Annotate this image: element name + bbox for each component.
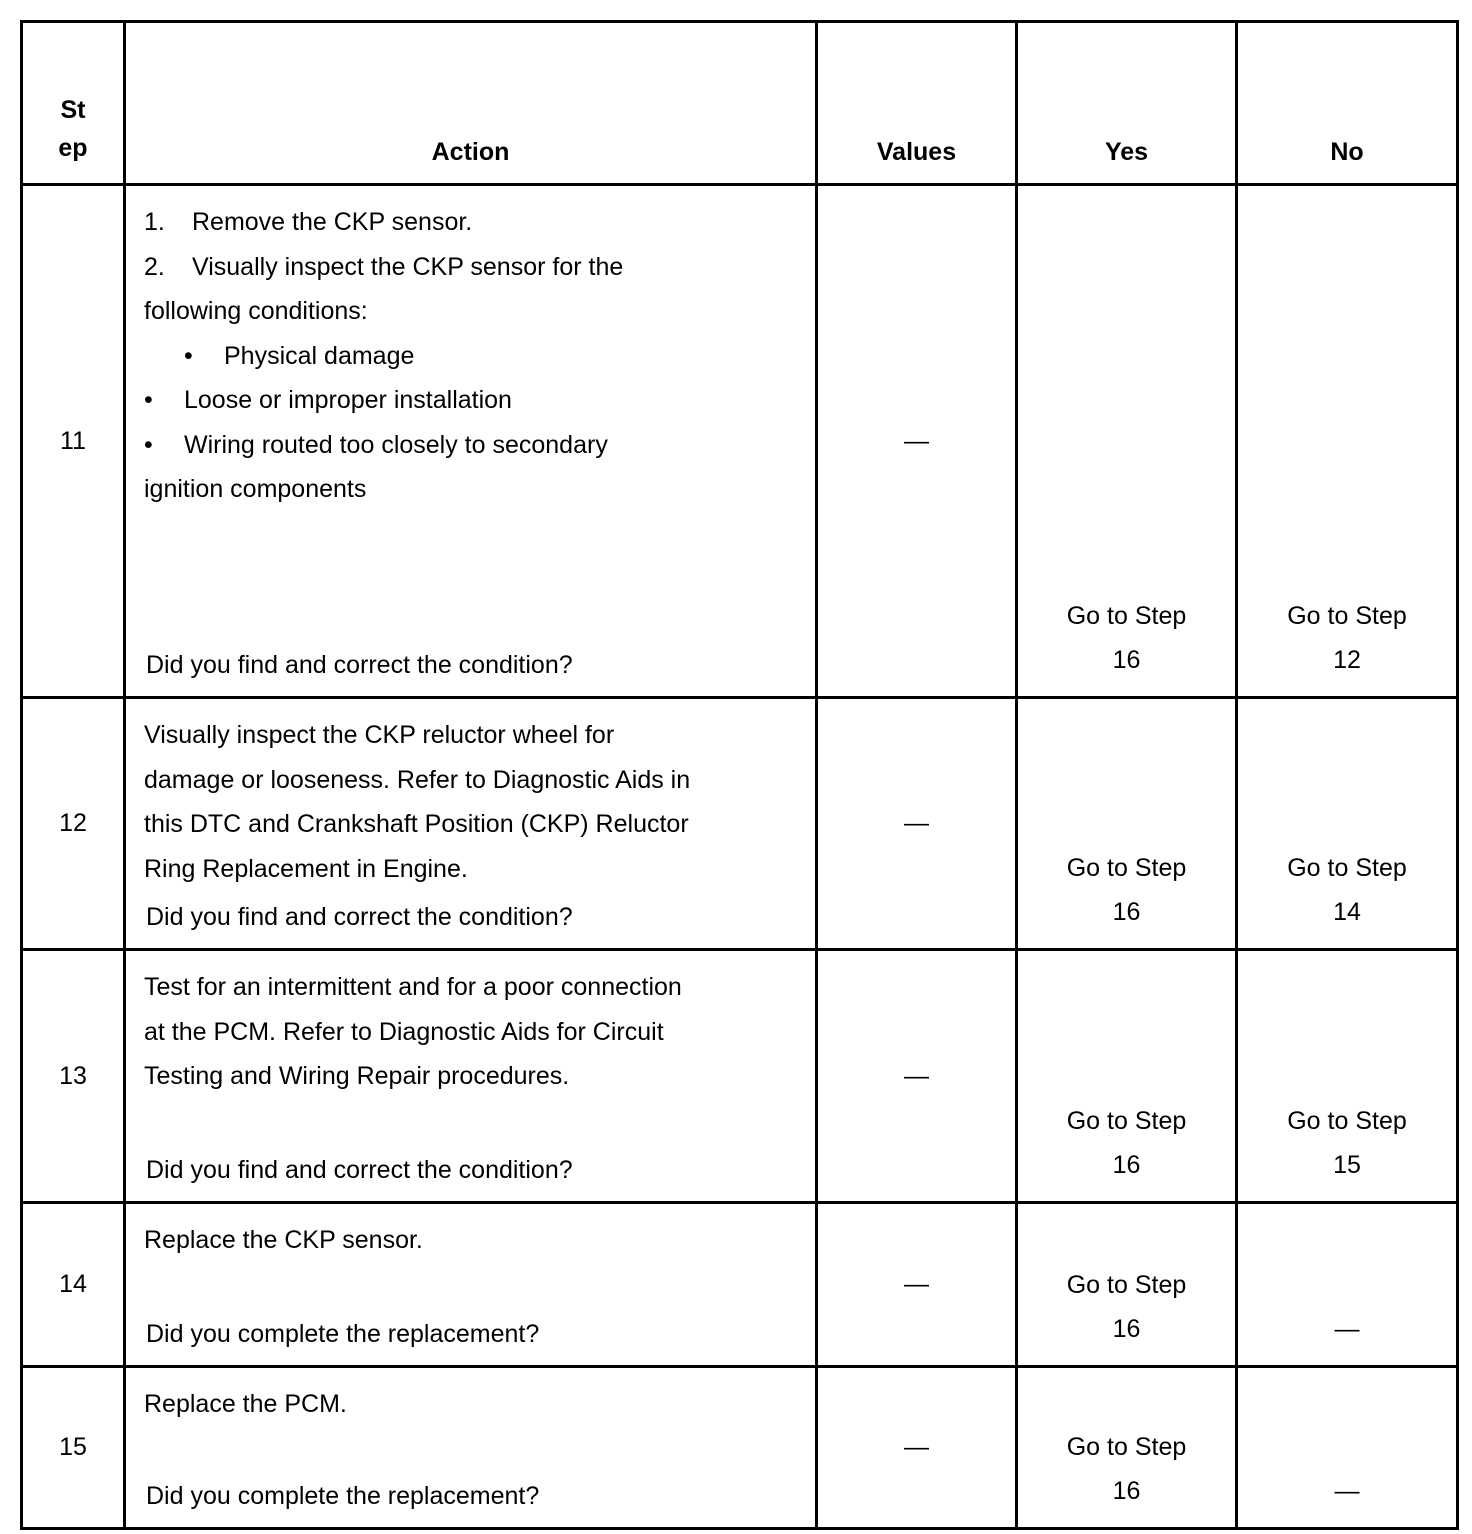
yes-cell — [1017, 1367, 1237, 1529]
no-cell — [1237, 950, 1458, 1203]
yes-cell-line: Go to Step — [1066, 1107, 1187, 1135]
action-cell — [125, 1203, 817, 1367]
action-text: Visually inspect the CKP reluctor wheel for — [144, 721, 615, 749]
bullet-icon: • — [144, 386, 153, 414]
action-text: Testing and Wiring Repair procedures. — [144, 1062, 570, 1090]
no-cell-line: 12 — [1333, 646, 1361, 674]
no-cell-line: Go to Step — [1287, 854, 1407, 882]
step-number: 13 — [59, 1061, 87, 1090]
values-text: — — [904, 809, 929, 837]
action-text: Loose or improper installation — [184, 386, 512, 414]
table-row — [22, 1367, 1458, 1529]
table-row — [22, 950, 1458, 1203]
action-question: Did you find and correct the condition? — [146, 651, 573, 679]
step-cell — [22, 698, 125, 950]
no-cell-line: Go to Step — [1287, 602, 1407, 630]
header-action: Action — [125, 22, 817, 185]
yes-cell — [1017, 698, 1237, 950]
step-cell — [22, 950, 125, 1203]
no-cell-line: Go to Step — [1287, 1107, 1407, 1135]
action-cell — [125, 950, 817, 1203]
yes-cell — [1017, 950, 1237, 1203]
yes-cell — [1017, 185, 1237, 698]
action-text: Remove the CKP sensor. — [192, 208, 473, 236]
diagnostic-table — [20, 20, 1459, 1530]
no-cell — [1237, 1203, 1458, 1367]
action-line — [144, 1010, 799, 1055]
action-cell — [125, 698, 817, 950]
action-line — [144, 758, 799, 803]
action-cell — [125, 1367, 817, 1529]
no-cell-line: — — [1334, 1315, 1360, 1343]
action-text: Test for an intermittent and for a poor connection — [144, 973, 682, 1001]
no-cell — [1237, 1367, 1458, 1529]
action-text: Replace the PCM. — [144, 1390, 347, 1418]
values-cell — [817, 698, 1017, 950]
bullet-icon: • — [184, 341, 193, 370]
list-number: 1. — [144, 208, 165, 236]
action-text: at the PCM. Refer to Diagnostic Aids for Circuit — [144, 1017, 664, 1046]
action-line — [144, 1382, 799, 1427]
no-cell — [1237, 185, 1458, 698]
values-cell — [817, 1367, 1017, 1529]
step-cell — [22, 185, 125, 698]
action-line — [144, 289, 799, 334]
values-text: — — [904, 426, 929, 455]
table-body — [22, 185, 1458, 1529]
yes-cell-line: Go to Step — [1066, 1271, 1187, 1299]
step-cell — [22, 1367, 125, 1529]
header-step — [22, 22, 125, 185]
action-text: Physical damage — [224, 341, 415, 370]
table-row — [22, 698, 1458, 950]
values-cell — [817, 950, 1017, 1203]
step-number: 12 — [59, 809, 87, 837]
bullet-icon: • — [144, 430, 153, 459]
list-number: 2. — [144, 252, 165, 281]
action-cell — [125, 185, 817, 698]
action-text: Wiring routed too closely to secondary — [184, 430, 608, 459]
action-line — [144, 965, 799, 1010]
action-text: damage or looseness. Refer to Diagnostic Aids in — [144, 765, 691, 794]
action-text: this DTC and Crankshaft Position (CKP) Reluctor — [144, 810, 689, 838]
action-line — [144, 378, 799, 423]
values-text: — — [904, 1270, 929, 1298]
action-line — [144, 423, 799, 468]
action-text: Ring Replacement in Engine. — [144, 854, 468, 883]
yes-cell-line: 16 — [1112, 1477, 1141, 1505]
yes-cell — [1017, 1203, 1237, 1367]
action-line — [144, 847, 799, 892]
yes-cell-line: Go to Step — [1066, 602, 1187, 630]
header-row — [22, 22, 1458, 185]
action-line — [144, 200, 799, 245]
values-text: — — [904, 1433, 929, 1461]
step-number: 14 — [59, 1270, 87, 1298]
header-step-line2: ep — [58, 134, 88, 162]
values-text: — — [904, 1061, 929, 1090]
action-text: ignition components — [144, 475, 367, 503]
no-cell-line: — — [1334, 1477, 1360, 1505]
header-values: Values — [817, 22, 1017, 185]
action-question: Did you find and correct the condition? — [146, 1156, 573, 1184]
header-no: No — [1237, 22, 1458, 185]
yes-cell-line: Go to Step — [1066, 1433, 1187, 1461]
action-question: Did you complete the replacement? — [146, 1482, 540, 1510]
no-cell-line: 15 — [1333, 1151, 1361, 1179]
values-cell — [817, 185, 1017, 698]
action-line — [144, 713, 799, 758]
action-line — [144, 467, 799, 512]
yes-cell-line: 16 — [1112, 1315, 1141, 1343]
yes-cell-line: 16 — [1112, 646, 1141, 674]
action-text: following conditions: — [144, 297, 368, 325]
action-line — [144, 1054, 799, 1099]
step-number: 11 — [60, 426, 86, 455]
values-cell — [817, 1203, 1017, 1367]
no-cell — [1237, 698, 1458, 950]
header-step-line1: St — [60, 96, 86, 124]
no-cell-line: 14 — [1333, 898, 1361, 926]
action-text: Visually inspect the CKP sensor for the — [192, 252, 624, 281]
table-row — [22, 1203, 1458, 1367]
yes-cell-line: Go to Step — [1066, 854, 1187, 882]
yes-cell-line: 16 — [1112, 898, 1141, 926]
action-line — [144, 1218, 799, 1263]
action-question: Did you complete the replacement? — [146, 1320, 540, 1348]
step-cell — [22, 1203, 125, 1367]
step-number: 15 — [59, 1433, 87, 1461]
table-row — [22, 185, 1458, 698]
action-line — [144, 802, 799, 847]
action-line — [144, 334, 799, 379]
action-line — [144, 245, 799, 290]
header-yes: Yes — [1017, 22, 1237, 185]
action-question: Did you find and correct the condition? — [146, 903, 573, 931]
yes-cell-line: 16 — [1112, 1151, 1141, 1179]
action-text: Replace the CKP sensor. — [144, 1226, 423, 1254]
